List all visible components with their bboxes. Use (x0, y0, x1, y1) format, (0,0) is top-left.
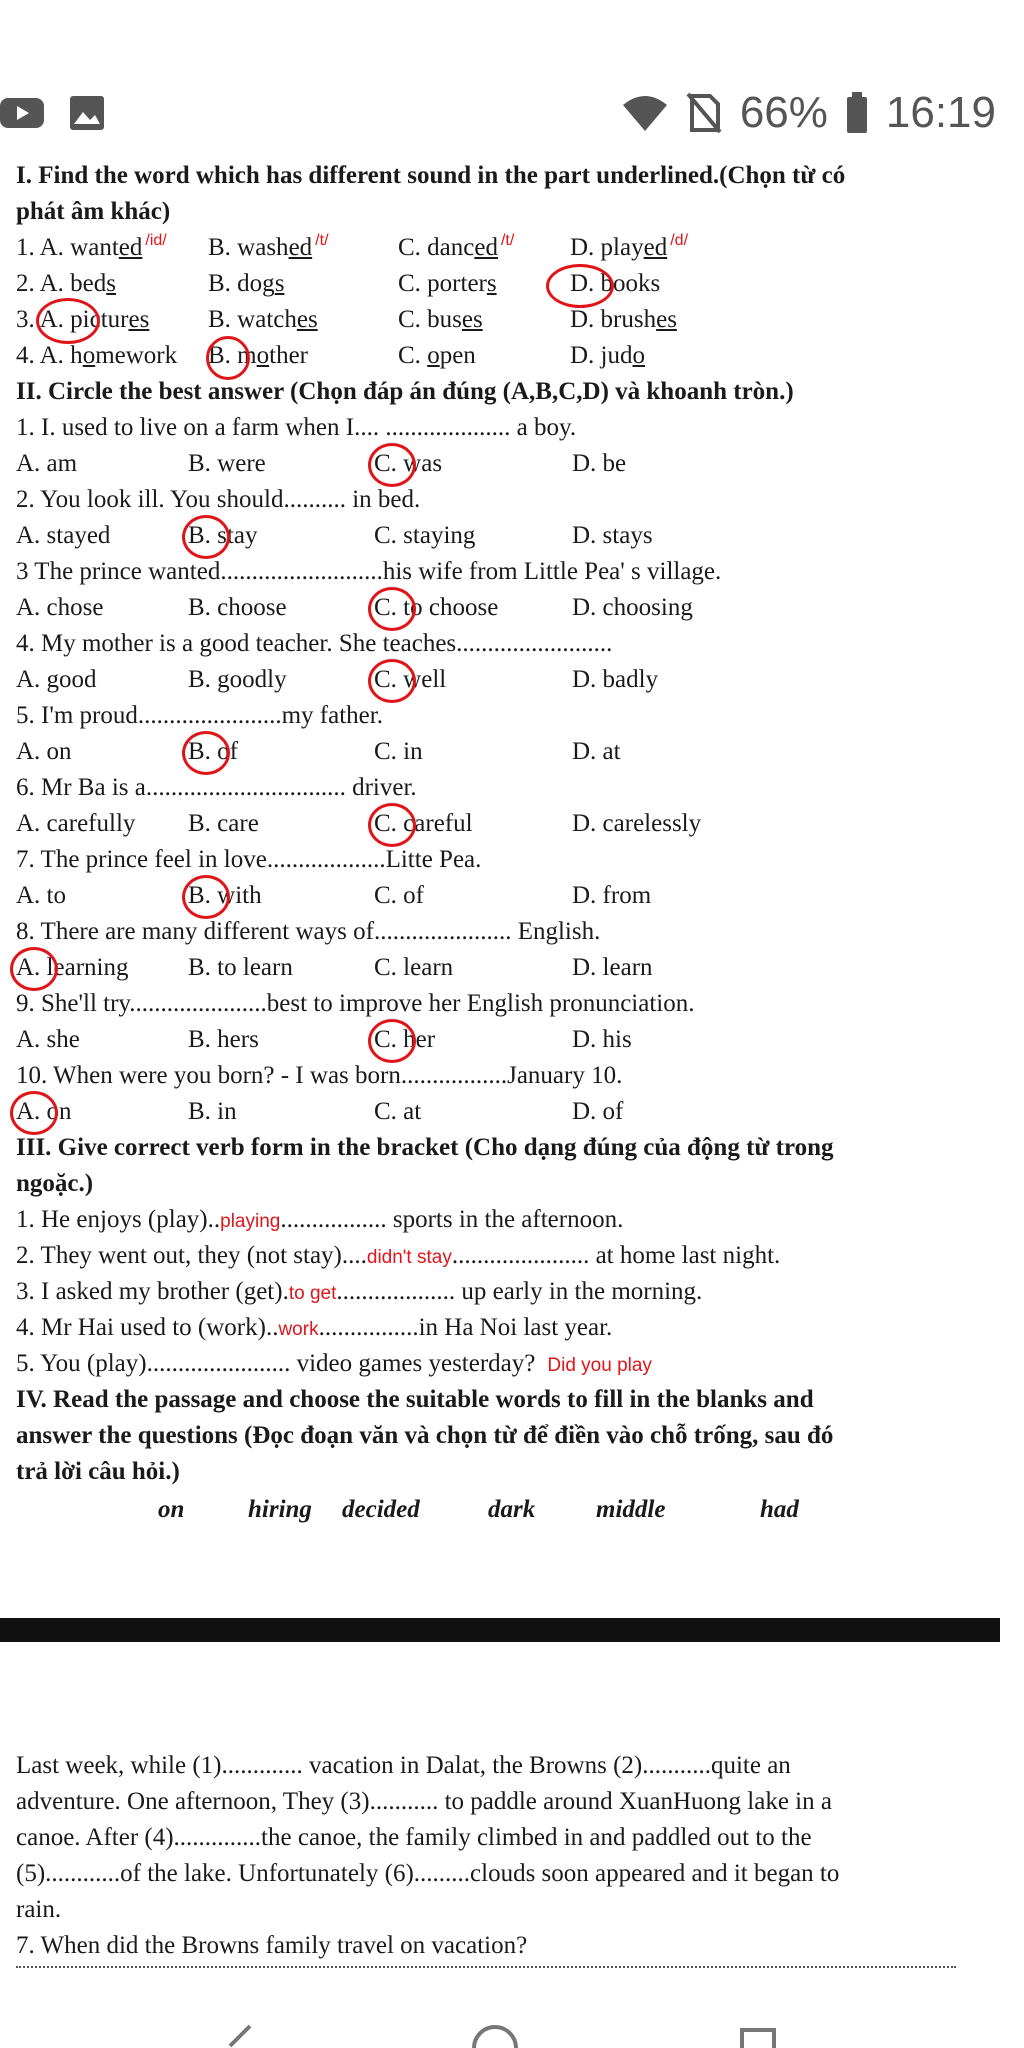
option-d[interactable]: D. at (572, 738, 621, 765)
mcq-question: 9. She'll try......................best to improve her English pronunciation. (16, 990, 695, 1017)
phonetic-note: /t/ (500, 232, 515, 249)
recents-icon[interactable] (738, 2024, 778, 2048)
mcq-question: 3 The prince wanted..........................his wife from Little Pea' s village. (16, 558, 722, 585)
word-bank-item: had (760, 1496, 799, 1523)
item-prompt: 3. I asked my brother (get). (16, 1278, 289, 1305)
option-c[interactable]: C. careful (374, 810, 473, 837)
section1-heading: I. Find the word which has different sound in the part underlined.(Chọn từ có (16, 162, 846, 189)
clock: 16:19 (885, 88, 996, 137)
option-b[interactable]: B. in (188, 1098, 237, 1125)
option-d[interactable]: D. stays (572, 522, 653, 549)
option-d[interactable]: D. badly (572, 666, 659, 693)
option-c[interactable]: C. her (374, 1026, 436, 1053)
word-bank-item: on (158, 1496, 185, 1523)
option-b[interactable]: B. goodly (188, 666, 287, 693)
worksheet (16, 158, 1016, 1530)
option-b[interactable]: B. hers (188, 1026, 259, 1053)
section4-heading: IV. Read the passage and choose the suitable words to fill in the blanks and (16, 1386, 814, 1413)
passage-line: canoe. After (4)..............the canoe, the family climbed in and paddled out to the (16, 1824, 812, 1851)
reading-passage (16, 1748, 1016, 1964)
item-suffix: ................in Ha Noi last year. (318, 1314, 613, 1341)
mcq-question: 2. You look ill. You should.......... in bed. (16, 486, 421, 513)
option-c[interactable]: C. to choose (374, 594, 499, 621)
mcq-options (16, 590, 1016, 626)
option-c[interactable]: C. of (374, 882, 424, 909)
option-a[interactable]: A. she (16, 1026, 80, 1053)
option-b[interactable]: B. stay (188, 522, 258, 549)
passage-line: Last week, while (1)............. vacation in Dalat, the Browns (2)...........quite an (16, 1752, 791, 1779)
option-a[interactable]: A. am (16, 450, 78, 477)
mcq-options (16, 806, 1016, 842)
battery-icon (846, 92, 868, 134)
handwritten-answer: didn't stay (366, 1247, 452, 1268)
phonetic-note: /d/ (670, 232, 689, 249)
option-a[interactable]: A. to (16, 882, 66, 909)
word-bank (16, 1490, 1016, 1530)
mcq-question: 8. There are many different ways of...................... English. (16, 918, 601, 945)
option-b[interactable]: B. to learn (188, 954, 293, 981)
mcq-question: 4. My mother is a good teacher. She teaches......................... (16, 630, 613, 657)
word-bank-item: dark (488, 1496, 536, 1523)
section1-heading-cont: phát âm khác) (16, 198, 171, 225)
option-c[interactable]: C. in (374, 738, 423, 765)
page-divider (0, 1618, 1000, 1642)
option-a[interactable]: A. chose (16, 594, 104, 621)
option-b[interactable]: B. with (188, 882, 262, 909)
youtube-icon (0, 94, 44, 132)
section3-heading-cont: ngoặc.) (16, 1170, 94, 1197)
phonetic-note: /id/ (145, 232, 167, 249)
mcq-options (16, 878, 1016, 914)
item-prompt: 4. Mr Hai used to (work).. (16, 1314, 279, 1341)
section4-heading-cont2: trả lời câu hỏi.) (16, 1458, 180, 1485)
option-a[interactable]: A. on (16, 738, 72, 765)
s1-question-3: 3. A. pictures B. watches C. buses D. brushes (16, 302, 1016, 338)
image-icon (66, 94, 110, 132)
mcq-options (16, 950, 1016, 986)
item-prompt: 1. He enjoys (play).. (16, 1206, 221, 1233)
option-d[interactable]: D. of (572, 1098, 624, 1125)
mcq-question: 7. The prince feel in love...................Litte Pea. (16, 846, 482, 873)
option-b[interactable]: B. choose (188, 594, 287, 621)
option-a[interactable]: A. learning (16, 954, 129, 981)
word-bank-item: middle (596, 1496, 666, 1523)
handwritten-answer: work (278, 1319, 319, 1340)
passage-line: adventure. One afternoon, They (3)........... to paddle around XuanHuong lake in a (16, 1788, 832, 1815)
item-suffix: ................... up early in the morning. (336, 1278, 703, 1305)
s1-question-4: 4. A. homework B. mother C. open D. judo (16, 338, 1016, 374)
option-c[interactable]: C. staying (374, 522, 476, 549)
verb-form-item (16, 1238, 1016, 1274)
phonetic-note: /t/ (315, 232, 329, 249)
s1-question-1: 1. A. wanted $^{/id/}$ B. washed $^{/t/}$ C. danced $^{/t/}$ D. played $^{/d/}$ (16, 232, 689, 261)
section4-heading-cont: answer the questions (Đọc đoạn văn và chọn từ để điền vào chỗ trống, sau đó (16, 1422, 834, 1449)
battery-percent: 66% (739, 88, 828, 137)
option-a[interactable]: A. good (16, 666, 97, 693)
option-b[interactable]: B. were (188, 450, 266, 477)
option-d[interactable]: D. learn (572, 954, 653, 981)
passage-line: rain. (16, 1896, 62, 1923)
mcq-options (16, 1022, 1016, 1058)
word-bank-item: hiring (248, 1496, 312, 1523)
section2-items (16, 410, 1016, 1130)
mcq-question: 6. Mr Ba is a................................ driver. (16, 774, 417, 801)
handwritten-answer: Did you play (547, 1355, 652, 1376)
option-b[interactable]: B. of (188, 738, 238, 765)
status-bar (0, 88, 1024, 140)
section3-items (16, 1202, 1016, 1382)
verb-form-item (16, 1202, 1016, 1238)
answer-line (16, 1966, 956, 1968)
handwritten-answer: playing (220, 1211, 281, 1232)
handwritten-answer: to get (288, 1283, 337, 1304)
option-d[interactable]: D. his (572, 1026, 632, 1053)
option-a[interactable]: A. carefully (16, 810, 136, 837)
item-suffix: ...................... at home last night. (451, 1242, 781, 1269)
option-d[interactable]: D. from (572, 882, 652, 909)
verb-form-item (16, 1346, 1016, 1382)
option-c[interactable]: C. well (374, 666, 447, 693)
verb-form-item (16, 1274, 1016, 1310)
mcq-options (16, 446, 1016, 482)
item-prompt: 2. They went out, they (not stay).... (16, 1242, 367, 1269)
home-icon[interactable] (470, 2024, 520, 2048)
section3-heading: III. Give correct verb form in the bracket (Cho dạng đúng của động từ trong (16, 1134, 834, 1161)
option-c[interactable]: C. learn (374, 954, 454, 981)
mcq-question: 10. When were you born? - I was born.................January 10. (16, 1062, 623, 1089)
option-c[interactable]: C. was (374, 450, 443, 477)
word-bank-item: decided (342, 1496, 420, 1523)
section2-heading: II. Circle the best answer (Chọn đáp án đúng (A,B,C,D) và khoanh tròn.) (16, 378, 794, 405)
nav-bar (0, 2016, 1024, 2048)
option-b[interactable]: B. care (188, 810, 259, 837)
option-a[interactable]: A. on (16, 1098, 72, 1125)
back-icon[interactable] (222, 2024, 258, 2048)
wifi-icon (622, 93, 668, 133)
mcq-options (16, 662, 1016, 698)
no-sim-icon (686, 92, 722, 134)
question-7: 7. When did the Browns family travel on vacation? (16, 1932, 528, 1959)
mcq-question: 5. I'm proud.......................my father. (16, 702, 383, 729)
s1-question-2: 2. A. beds B. dogs C. porters D. books (16, 266, 1016, 302)
mcq-options (16, 518, 1016, 554)
mcq-question: 1. I. used to live on a farm when I.... .................... a boy. (16, 414, 577, 441)
verb-form-item (16, 1310, 1016, 1346)
option-d[interactable]: D. be (572, 450, 627, 477)
mcq-options (16, 734, 1016, 770)
mcq-options (16, 1094, 1016, 1130)
option-d[interactable]: D. carelessly (572, 810, 702, 837)
option-a[interactable]: A. stayed (16, 522, 111, 549)
item-suffix: ................. sports in the afternoon. (280, 1206, 624, 1233)
item-prompt: 5. You (play)....................... video games yesterday? (16, 1350, 536, 1377)
passage-line: (5)............of the lake. Unfortunately (6).........clouds soon appeared and it began to (16, 1860, 840, 1887)
option-d[interactable]: D. choosing (572, 594, 693, 621)
option-c[interactable]: C. at (374, 1098, 422, 1125)
